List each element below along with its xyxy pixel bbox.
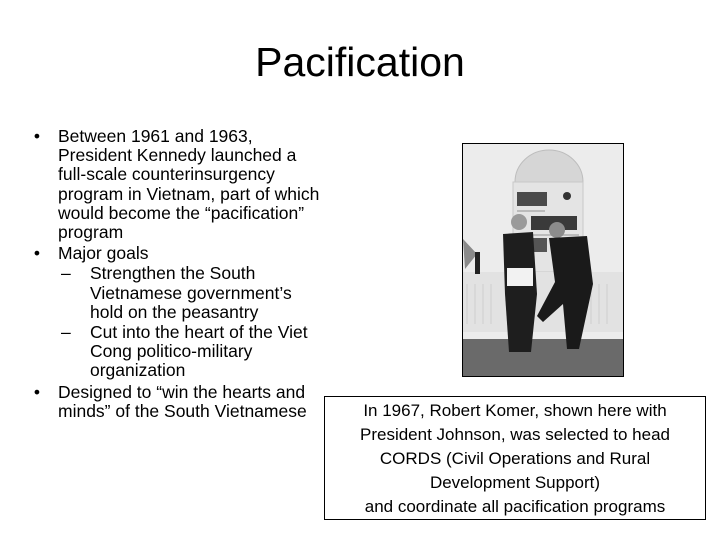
bullet-item — [30, 127, 320, 242]
komer-johnson-photo — [462, 143, 624, 377]
sub-bullet-item — [58, 264, 320, 322]
caption-box — [324, 396, 706, 520]
sub-bullet-list — [58, 264, 320, 380]
sub-bullet-marker: – — [61, 322, 71, 343]
bullet-text: Designed to “win the hearts and minds” of the South Vietnamese — [58, 381, 307, 421]
slide-title: Pacification — [255, 39, 465, 85]
bullet-marker: • — [33, 243, 41, 264]
photo-illustration — [463, 144, 623, 376]
sub-bullet-item — [58, 323, 320, 381]
bullet-item — [30, 383, 320, 421]
sub-bullet-text: Cut into the heart of the Viet Cong politico-military organization — [90, 322, 308, 381]
caption-line: President Johnson, was selected to head — [360, 425, 670, 444]
sub-bullet-text: Strengthen the South Vietnamese government’s hold on the peasantry — [90, 263, 292, 322]
bullet-marker: • — [33, 126, 41, 146]
bullet-list — [30, 127, 320, 423]
caption-line: In 1967, Robert Komer, shown here with — [363, 401, 667, 420]
bullet-text: Major goals — [58, 243, 149, 264]
caption-line: Development Support) — [429, 473, 601, 492]
caption-line: and coordinate all pacification programs — [364, 497, 666, 516]
bullet-item — [30, 244, 320, 380]
caption-line: CORDS (Civil Operations and Rural — [379, 449, 651, 468]
sub-bullet-marker: – — [61, 263, 71, 284]
bullet-marker: • — [33, 381, 41, 402]
bullet-text: Between 1961 and 1963, President Kennedy launched a full-scale counterinsurgency program in Vietnam, part of which would become the “pacification” program — [58, 126, 320, 243]
